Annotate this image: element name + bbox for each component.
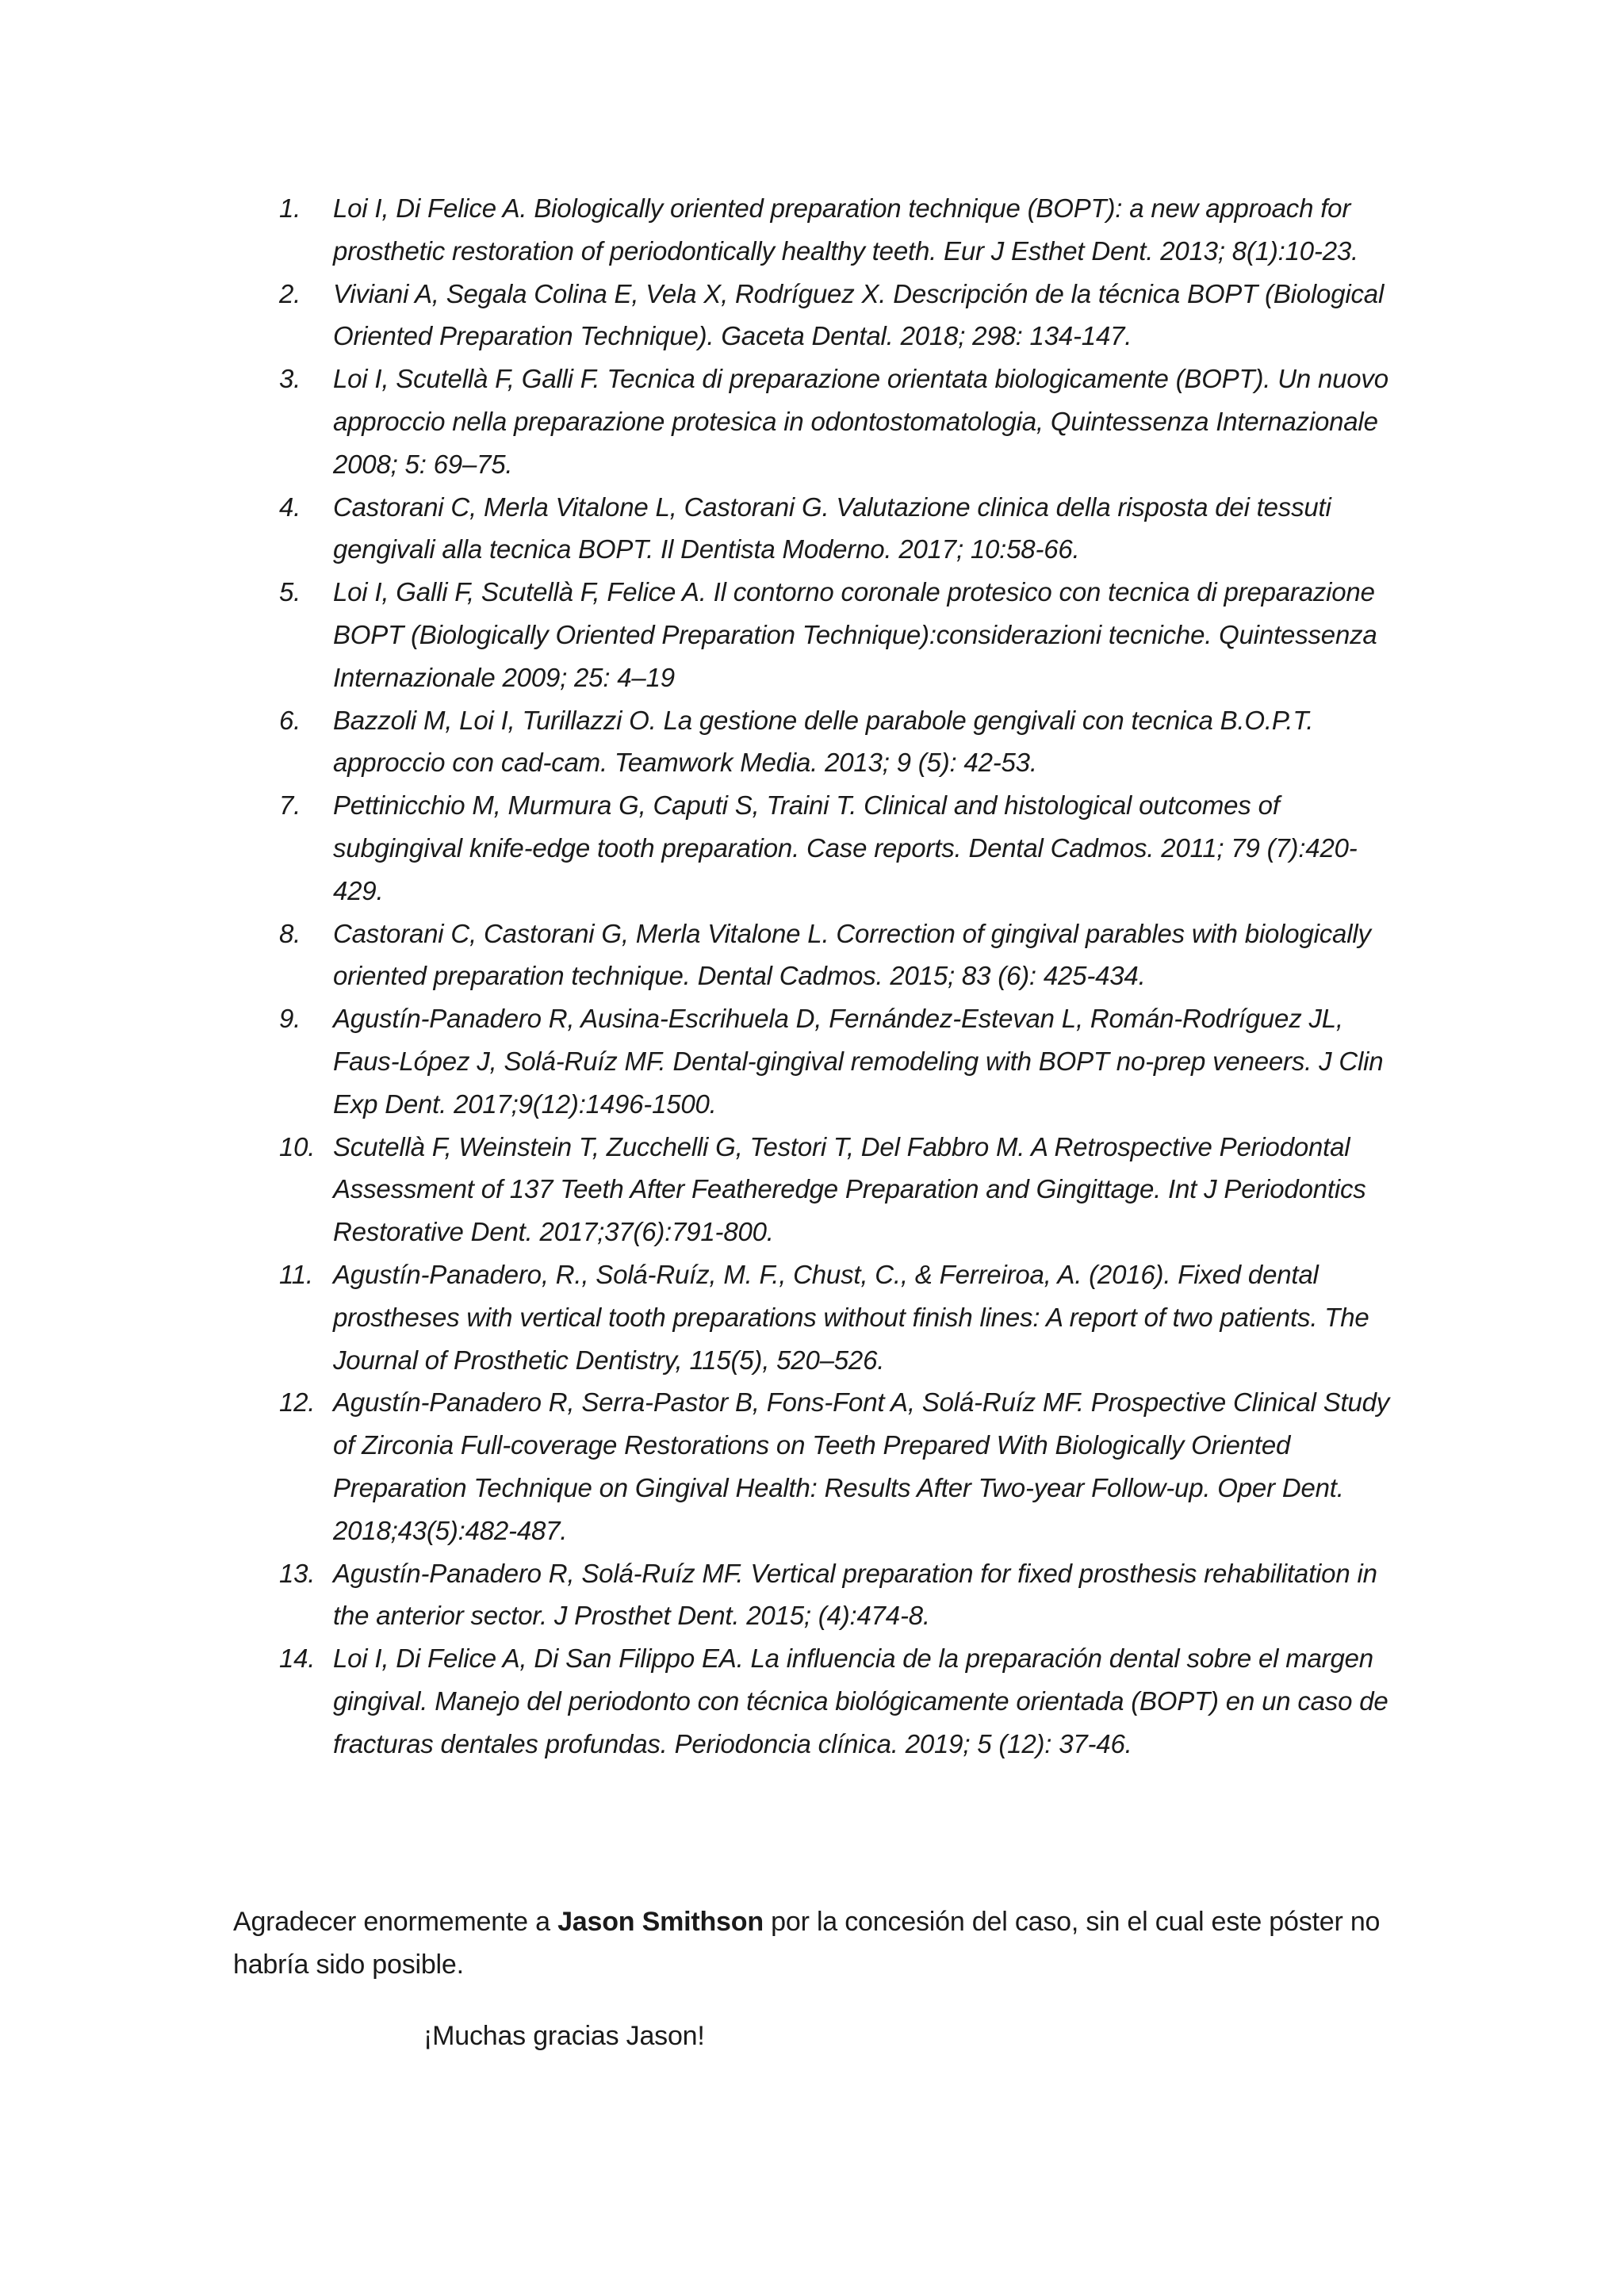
acknowledgement-text-after: por la concesión del caso, sin el cual este póster no habría sido posible. xyxy=(233,1907,1381,1980)
reference-number: 11. xyxy=(279,1259,313,1289)
reference-text: Agustín-Panadero, R., Solá-Ruíz, M. F., Chust, C., & Ferreiroa, A. (2016). Fixed dental prostheses with vertical tooth preparations without finish lines: A report of two patients. The Journal of Prosthetic Dentistry, 115(5), 520–526. xyxy=(333,1259,1369,1375)
reference-number: 2. xyxy=(279,278,301,308)
reference-number: 6. xyxy=(279,705,301,735)
reference-text: Viviani A, Segala Colina E, Vela X, Rodríguez X. Descripción de la técnica BOPT (Biological Oriented Preparation Technique). Gaceta Dental. 2018; 298: 134-147. xyxy=(333,278,1385,351)
reference-number: 5. xyxy=(279,577,301,607)
reference-text: Loi I, Di Felice A, Di San Filippo EA. La influencia de la preparación dental sobre el margen gingival. Manejo del periodonto con técnica biológicamente orientada (BOPT) en un caso de fracturas dentales profundas. Periodoncia clínica. 2019; 5 (12): 37-46. xyxy=(333,1644,1388,1758)
reference-item xyxy=(279,1253,1405,1381)
reference-text: Agustín-Panadero R, Ausina-Escrihuela D, Fernández-Estevan L, Román-Rodríguez JL, Faus-López J, Solá-Ruíz MF. Dental-gingival remodeling with BOPT no-prep veneers. J Clin Exp Dent. 2017;9(12):1496-1500. xyxy=(333,1004,1384,1119)
reference-item xyxy=(279,913,1405,998)
reference-item xyxy=(279,187,1405,273)
reference-text: Agustín-Panadero R, Solá-Ruíz MF. Vertical preparation for fixed prosthesis rehabilitation in the anterior sector. J Prosthet Dent. 2015; (4):474-8. xyxy=(333,1558,1377,1631)
reference-number: 10. xyxy=(279,1131,316,1161)
reference-item xyxy=(279,1381,1405,1552)
reference-item xyxy=(279,273,1405,358)
reference-text: Loi I, Scutellà F, Galli F. Tecnica di preparazione orientata biologicamente (BOPT). Un nuovo approccio nella preparazione protesica in odontostomatologia, Quintessenza Internazionale 2008; 5: 69–75. xyxy=(333,364,1388,479)
acknowledged-person-name: Jason Smithson xyxy=(557,1907,764,1937)
reference-text: Agustín-Panadero R, Serra-Pastor B, Fons-Font A, Solá-Ruíz MF. Prospective Clinical Study of Zirconia Full-coverage Restorations on Teeth Prepared With Biologically Oriented Preparation Technique on Gingival Health: Results After Two-year Follow-up. Oper Dent. 2018;43(5):482-487. xyxy=(333,1387,1390,1545)
reference-number: 12. xyxy=(279,1387,316,1418)
reference-number: 3. xyxy=(279,364,301,394)
reference-text: Castorani C, Castorani G, Merla Vitalone L. Correction of gingival parables with biologically oriented preparation technique. Dental Cadmos. 2015; 83 (6): 425-434. xyxy=(333,918,1371,991)
reference-item xyxy=(279,1637,1405,1765)
reference-number: 1. xyxy=(279,193,301,223)
reference-text: Loi I, Di Felice A. Biologically oriented preparation technique (BOPT): a new approach for prosthetic restoration of periodontically healthy teeth. Eur J Esthet Dent. 2013; 8(1):10-23. xyxy=(333,193,1358,266)
reference-text: Castorani C, Merla Vitalone L, Castorani G. Valutazione clinica della risposta dei tessuti gengivali alla tecnica BOPT. Il Dentista Moderno. 2017; 10:58-66. xyxy=(333,492,1331,564)
reference-number: 9. xyxy=(279,1004,301,1034)
reference-list xyxy=(279,187,1405,1765)
reference-text: Pettinicchio M, Murmura G, Caputi S, Traini T. Clinical and histological outcomes of subgingival knife-edge tooth preparation. Case reports. Dental Cadmos. 2011; 79 (7):420-429. xyxy=(333,790,1358,905)
reference-item xyxy=(279,358,1405,485)
reference-item xyxy=(279,699,1405,785)
thanks-line: ¡Muchas gracias Jason! xyxy=(423,2021,705,2051)
reference-item xyxy=(279,784,1405,912)
reference-item xyxy=(279,1552,1405,1638)
reference-item xyxy=(279,1126,1405,1253)
reference-item xyxy=(279,997,1405,1125)
acknowledgement-text-before: Agradecer enormemente a xyxy=(233,1907,558,1937)
reference-item xyxy=(279,486,1405,572)
reference-number: 7. xyxy=(279,790,301,821)
reference-number: 14. xyxy=(279,1644,316,1674)
reference-number: 4. xyxy=(279,492,301,522)
reference-item xyxy=(279,571,1405,698)
reference-number: 13. xyxy=(279,1558,316,1588)
reference-number: 8. xyxy=(279,918,301,948)
reference-text: Scutellà F, Weinstein T, Zucchelli G, Testori T, Del Fabbro M. A Retrospective Periodontal Assessment of 137 Teeth After Featheredge Preparation and Gingittage. Int J Periodontics Restorative Dent. 2017;37(6):791-800. xyxy=(333,1131,1366,1247)
acknowledgement-paragraph xyxy=(233,1900,1415,1986)
reference-text: Bazzoli M, Loi I, Turillazzi O. La gestione delle parabole gengivali con tecnica B.O.P.T. approccio con cad-cam. Teamwork Media. 2013; 9 (5): 42-53. xyxy=(333,705,1314,778)
reference-text: Loi I, Galli F, Scutellà F, Felice A. Il contorno coronale protesico con tecnica di preparazione BOPT (Biologically Oriented Preparation Technique):considerazioni tecniche. Quintessenza Internazionale 2009; 25: 4–19 xyxy=(333,577,1377,692)
